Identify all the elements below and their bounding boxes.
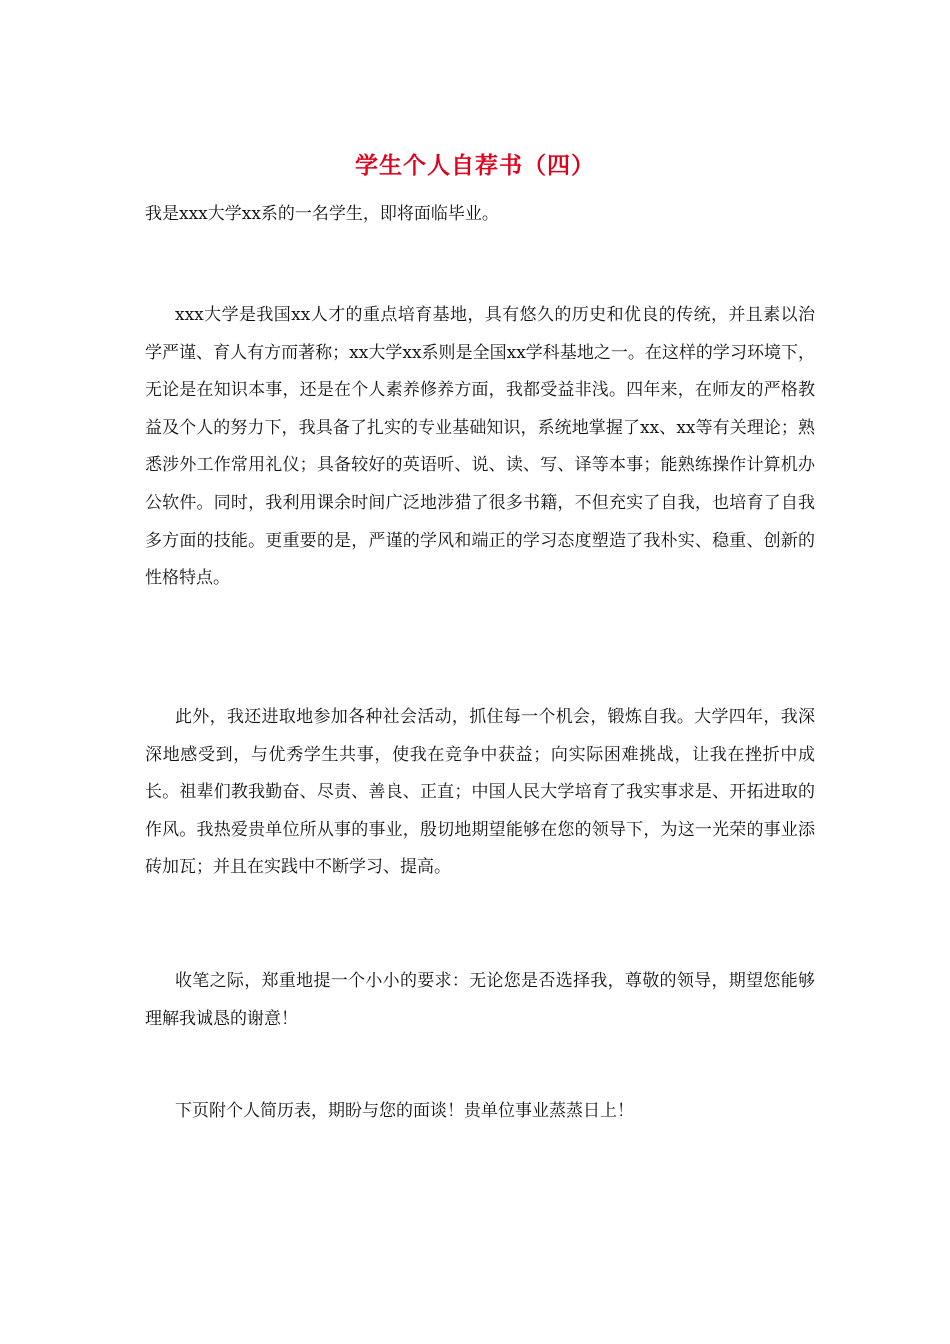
paragraph-intro: 我是xxx大学xx系的一名学生，即将面临毕业。 (145, 204, 499, 224)
paragraph-education: xxx大学是我国xx人才的重点培育基地，具有悠久的历史和优良的传统，并且素以治学严谨、育人有方而著称；xx大学xx系则是全国xx学科基地之一。在这样的学习环境下，无论是在知识本事，还是在个人素养修养方面，我都受益非浅。四年来，在师友的严格教益及个人的努力下，我具备了扎实的专业基础知识，系统地掌握了xx、xx等有关理论；熟悉涉外工作常用礼仪；具备较好的英语听、说、读、写、译等本事；能熟练操作计算机办公软件。同时，我利用课余时间广泛地涉猎了很多书籍，不但充实了自我，也培育了自我多方面的技能。更重要的是，严谨的学风和端正的学习态度塑造了我朴实、稳重、创新的性格特点。 (145, 305, 815, 589)
paragraph-activities: 此外，我还进取地参加各种社会活动，抓住每一个机会，锻炼自我。大学四年，我深深地感受到，与优秀学生共事，使我在竞争中获益；向实际困难挑战，让我在挫折中成长。祖辈们教我勤奋、尽责、善良、正直；中国人民大学培育了我实事求是、开拓进取的作风。我热爱贵单位所从事的事业，殷切地期望能够在您的领导下，为这一光荣的事业添砖加瓦；并且在实践中不断学习、提高。 (145, 707, 815, 878)
document-title: 学生个人自荐书（四） (355, 152, 595, 179)
paragraph-attachment-note: 下页附个人简历表，期盼与您的面谈！贵单位事业蒸蒸日上！ (175, 1101, 634, 1121)
paragraph-closing: 收笔之际，郑重地提一个小小的要求：无论您是否选择我，尊敬的领导，期望您能够理解我诚恳的谢意！ (145, 971, 815, 1029)
